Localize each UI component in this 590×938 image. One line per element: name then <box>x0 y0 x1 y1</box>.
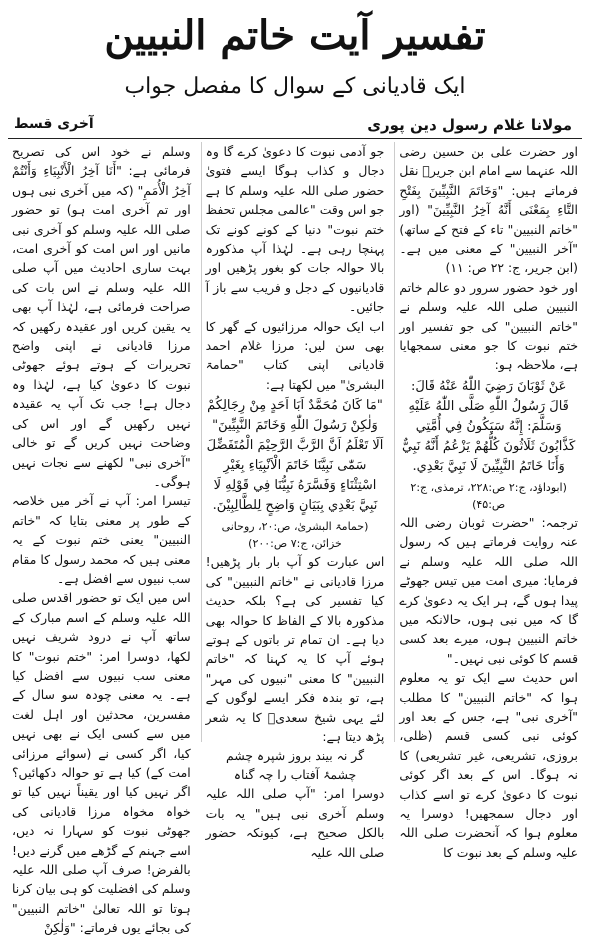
paragraph: اور حضرت علی بن حسین رضی اللہ عنہما سے امام ابن جریرؒ نقل فرماتے ہیں: "وَخَاتَمَ النَّبِيِّينَ بِفَتْحِ التَّاءِ بِمَعْنَى أَنَّهُ آخِرُ النَّبِيِّينَ" (اور "خاتم النبیین" تاء کے فتح کے ساتھ) "آخر النبیین" کے معنی میں ہے۔ (ابن جریر، ج: ۲۲ ص: ۱۱) <box>399 144 578 276</box>
paragraph: اور خود حضور سرور دو عالم خاتم النبیین صلی اللہ علیہ وسلم نے "خاتم النبیین" کی جو تفسیر اور ختم نبوت کا جو معنی سمجھایا ہے، ملاحظہ ہو: <box>399 279 578 373</box>
paragraph: اس عبارت کو آپ بار بار پڑھیں! مرزا قادیانی نے "خاتم النبیین" کی کیا تفسیر کی ہے؟ بلکہ حدیث مذکورہ بالا کے الفاظ کا حوالہ بھی دیا ہے۔ ان تمام تر باتوں کے ہوتے ہوئے آپ کا یہ کہنا کہ "خاتم النبیین" کا معنی "نبیوں کی مہر" ہے، تو بندہ فکر ایسے لوگوں کے لئے یہی شیخ سعدیؒ کا یہ شعر پڑھ دیتا ہے: <box>205 554 385 744</box>
arabic-quote: "مَا كَانَ مُحَمَّدٌ اَبَا اَحَدٍ مِنْ رِجَالِكُمْ وَلٰكِنْ رَسُولَ اللّٰهِ وَخَاتَمَ النَّبِيِّينَ" اَلَا تَعْلَمُ اَنَّ الرَّبَّ الرَّحِيْمَ الْمُتَفَضِّلَ سَمّٰى نَبِيَّنَا خَاتَمَ الْاَنْبِيَاءِ بِغَيْرِ اسْتِثْنَاءٍ وَفَسَّرَهُ نَبِيُّنَا فِي قَوْلِهِ لَا نَبِيَّ بَعْدِي بِبَيَانٍ وَاضِحٍ لِلطَّالِبِيْنَ. <box>206 398 384 514</box>
paragraph: اس حدیث سے ایک تو یہ معلوم ہوا کہ "خاتم النبیین" کا مطلب "آخری نبی" ہے، جس کے بعد اور کوئی نبی کسی قسم (ظلی، بروزی، تشریعی، غیر تشریعی) کا نہ ہوگا۔ اس کے بعد اگر کوئی نبوت کا دعویٰ کرے تو اسے کذاب اور دجال سمجھیں! دوسرا یہ معلوم ہوا کہ آنحضرت صلی اللہ علیہ وسلم کے بعد نبوت کا <box>399 670 578 860</box>
paragraph: جو آدمی نبوت کا دعویٰ کرے گا وہ دجال و کذاب ہوگا ایسے فتویٰ حضور صلی اللہ علیہ وسلم کا ہے جو اس وقت "عالمی مجلس تحفظ ختم نبوت" دنیا کے کونے کونے تک پہنچا رہی ہے۔ لہٰذا آپ مذکورہ بالا حوالہ جات کو بغور پڑھیں اور قادیانیوں کے دجل و فریب سے باز آ جائیں۔ <box>205 144 385 315</box>
column-middle <box>201 142 389 860</box>
paragraph: وسلم نے خود اس کی تصریح فرمائی ہے: "أَنَا آخِرُ الْأَنْبِيَاءِ وَأَنْتُمْ آخِرُ الْأُمَمِ" (کہ میں آخری نبی ہوں اور تم آخری امت ہو) تو حضور صلی اللہ علیہ وسلم کو آخری نبی مانیں اور اس امت کو آخری امت، بہت ساری احادیث میں آپ صلی اللہ علیہ وسلم نے اس بات کی صراحت فرمائی ہے، لہٰذا آپ بھی یہ یقین کریں اور عقیدہ رکھیں کہ مرزا قادیانی نے اپنی واضح تحریرات کے ہوتے ہوئے جھوٹی نبوت کا دعویٰ کیا ہے، لہٰذا وہ دجال ہے! جب تک آپ یہ عقیدہ نہیں رکھیں گے اور اس کی وضاحت نہیں کریں گے تو خالی "آخری نبی" لکھنے سے نجات نہیں ہوگی۔ <box>11 144 191 489</box>
paragraph: اس میں ایک تو حضور اقدس صلی اللہ علیہ وسلم کے اسم مبارک کے ساتھ آپ نے درود شریف نہیں لکھا، دوسرا امر: "ختم نبوت" کا معنی سب نبیوں سے افضل کیا ہے۔ یہ معنی چودہ سو سال کے مفسرین، محدثین اور اہل لغت میں سے کسی ایک نے بھی نہیں کیا، اگر کسی نے (سوائے مرزائی امت کے) کیا ہے تو حوالہ دکھائیں؟ اگر نہیں کیا اور یقیناً نہیں کیا تو خواہ مخواہ مرزا قادیانی کی جھوٹی نبوت کو سہارا نہ دیں، اسے جہنم کے گڑھے میں گرنے دیں! بالفرض! صرف آپ صلی اللہ علیہ وسلم کی افضلیت کو ہی بیان کرنا ہوتا تو اللہ تعالیٰ "خاتم النبیین" کی بجائے یوں فرماتے: "وَلٰكِنْ <box>11 590 191 936</box>
paragraph: دوسرا امر: "آپ صلی اللہ علیہ وسلم آخری نبی ہیں" یہ بات بالکل صحیح ہے، کیونکہ حضور صلی اللہ علیہ <box>205 786 385 860</box>
part-label: آخری قسط <box>14 116 94 132</box>
paragraph: اب ایک حوالہ مرزائیوں کے گھر کا بھی سن لیں: مرزا غلام احمد قادیانی اپنی کتاب "حمامۃ البشریٰ" میں لکھتا ہے: <box>205 318 385 392</box>
author-name: مولانا غلام رسول دین پوری <box>367 116 572 134</box>
column-left <box>8 142 195 936</box>
page-subtitle: ایک قادیانی کے سوال کا مفصل جواب <box>124 74 466 99</box>
arabic-hadith: عَنْ ثَوْبَانَ رَضِيَ اللّٰهُ عَنْهُ قَالَ: قَالَ رَسُولُ اللّٰهِ صَلَّى اللّٰهُ عَلَيْهِ وَسَلَّمَ: إِنَّهُ سَيَكُونُ فِي أُمَّتِي كَذَّابُونَ ثَلَاثُونَ كُلُّهُمْ يَزْعُمُ أَنَّهُ نَبِيٌّ وَأَنَا خَاتَمُ النَّبِيِّينَ لَا نَبِيَّ بَعْدِي. <box>401 378 576 474</box>
reference: (حمامۃ البشریٰ، ص:۲۰، روحانی خزائن، ج:۷ ص:۲۰۰) <box>221 520 369 551</box>
paragraph: تیسرا امر: آپ نے آخر میں خلاصہ کے طور پر معنی بتایا کہ "خاتم النبیین" یعنی ختم نبوت کے یہ معنی ہیں کہ محمد رسول کا مقام سب نبیوں سے افضل ہے۔ <box>11 493 191 586</box>
column-right <box>394 142 582 860</box>
verse-line: گر نہ بیند بروز شپرہ چشم <box>225 748 364 764</box>
header-divider <box>8 138 582 139</box>
paragraph: ترجمہ: "حضرت ثوبان رضی اللہ عنہ روایت فرماتے ہیں کہ رسول اللہ صلی اللہ علیہ وسلم نے فرمایا: میری امت میں تیس جھوٹے پیدا ہوں گے، ہر ایک یہ دعویٰ کرے گا کہ میں نبی ہوں، حالانکہ میں خاتم النبیین ہوں، میرے بعد کسی قسم کا کوئی نبی نہیں۔" <box>399 514 578 666</box>
verse-line: چشمۂ آفتاب را چہ گناہ <box>233 767 357 783</box>
page-title: تفسیر آیت خاتم النبیین <box>104 12 486 59</box>
reference: (ابوداؤد، ج:۲ ص:۲۲۸، ترمذی، ج:۲ ص:۴۵) <box>410 480 567 511</box>
article-columns <box>8 142 582 936</box>
